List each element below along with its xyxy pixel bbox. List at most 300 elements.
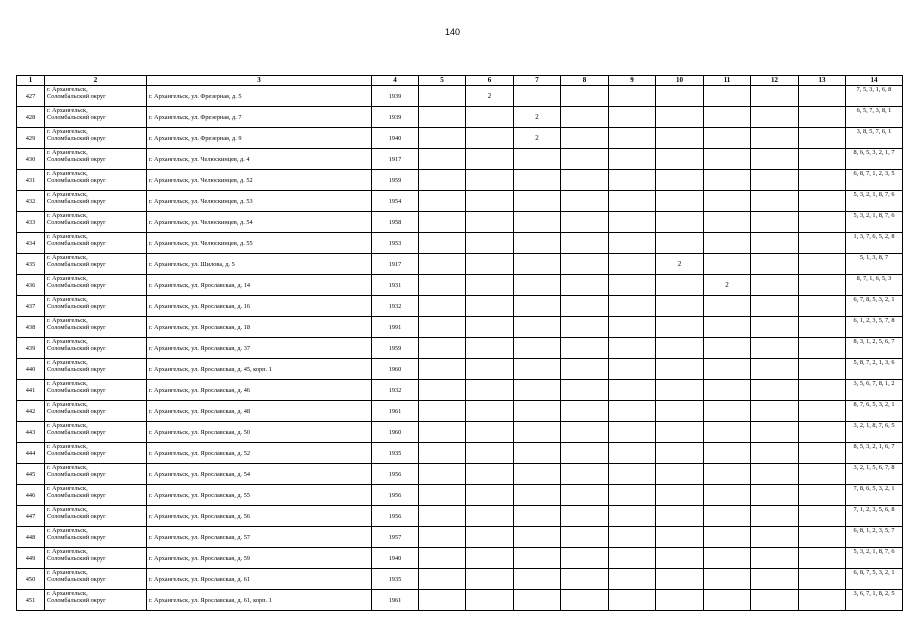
district-line: г. Архангельск, — [47, 86, 88, 93]
sequence-cell: 1, 3, 7, 6, 5, 2, 8 — [846, 233, 903, 254]
year-cell: 1960 — [372, 359, 419, 380]
value-cell — [799, 191, 846, 212]
column-header: 6 — [466, 76, 514, 86]
table-row — [17, 380, 903, 401]
sequence-cell: 3, 2, 1, 8, 7, 6, 5 — [846, 422, 903, 443]
value-cell — [799, 254, 846, 275]
value-cell — [514, 443, 561, 464]
value-cell — [419, 191, 466, 212]
sequence-cell: 8, 7, 1, 6, 5, 3 — [846, 275, 903, 296]
row-number: 450 — [17, 569, 45, 590]
sequence-cell: 8, 6, 5, 3, 2, 1, 7 — [846, 149, 903, 170]
district-cell — [45, 296, 147, 317]
district-line: Соломбальский округ — [47, 471, 106, 478]
address-cell: г. Архангельск, ул. Ярославская, д. 14 — [147, 275, 372, 296]
address-cell: г. Архангельск, ул. Ярославская, д. 37 — [147, 338, 372, 359]
value-cell — [704, 443, 751, 464]
value-cell — [799, 107, 846, 128]
sequence-cell: 5, 1, 3, 8, 7 — [846, 254, 903, 275]
district-line: г. Архангельск, — [47, 212, 88, 219]
year-cell: 1939 — [372, 86, 419, 107]
year-cell: 1932 — [372, 296, 419, 317]
district-line: Соломбальский округ — [47, 219, 106, 226]
district-line: г. Архангельск, — [47, 548, 88, 555]
district-line: г. Архангельск, — [47, 170, 88, 177]
year-cell: 1956 — [372, 464, 419, 485]
sequence-cell: 6, 1, 2, 3, 5, 7, 8 — [846, 317, 903, 338]
table-row — [17, 86, 903, 107]
value-cell — [609, 422, 656, 443]
district-line: г. Архангельск, — [47, 296, 88, 303]
value-cell — [656, 401, 704, 422]
district-cell — [45, 590, 147, 611]
address-cell: г. Архангельск, ул. Ярославская, д. 45, корп. 1 — [147, 359, 372, 380]
value-cell — [514, 359, 561, 380]
value-cell — [466, 296, 514, 317]
value-cell — [799, 401, 846, 422]
table-row — [17, 401, 903, 422]
district-line: Соломбальский округ — [47, 387, 106, 394]
value-cell — [466, 254, 514, 275]
district-cell — [45, 380, 147, 401]
value-cell — [514, 485, 561, 506]
address-cell: г. Архангельск, ул. Ярославская, д. 56 — [147, 506, 372, 527]
district-line: Соломбальский округ — [47, 240, 106, 247]
value-cell — [609, 590, 656, 611]
value-cell — [704, 380, 751, 401]
value-cell — [466, 380, 514, 401]
value-cell — [609, 548, 656, 569]
value-cell — [609, 296, 656, 317]
row-number: 438 — [17, 317, 45, 338]
value-cell — [466, 338, 514, 359]
value-cell — [419, 380, 466, 401]
district-cell — [45, 317, 147, 338]
value-cell — [419, 464, 466, 485]
value-cell — [419, 212, 466, 233]
table-row — [17, 359, 903, 380]
year-cell: 1959 — [372, 338, 419, 359]
district-line: Соломбальский округ — [47, 408, 106, 415]
value-cell — [419, 254, 466, 275]
value-cell — [799, 506, 846, 527]
district-cell — [45, 569, 147, 590]
district-cell — [45, 107, 147, 128]
value-cell: 2 — [466, 86, 514, 107]
table-row — [17, 275, 903, 296]
value-cell — [466, 485, 514, 506]
sequence-cell: 5, 3, 2, 1, 8, 7, 6 — [846, 191, 903, 212]
value-cell — [419, 275, 466, 296]
value-cell — [751, 569, 799, 590]
value-cell — [799, 380, 846, 401]
value-cell — [514, 506, 561, 527]
address-cell: г. Архангельск, ул. Ярославская, д. 61 — [147, 569, 372, 590]
value-cell — [466, 233, 514, 254]
sequence-cell: 6, 8, 7, 1, 2, 3, 5 — [846, 170, 903, 191]
column-header: 5 — [419, 76, 466, 86]
year-cell: 1956 — [372, 485, 419, 506]
sequence-cell: 7, 1, 2, 3, 5, 6, 8 — [846, 506, 903, 527]
district-line: Соломбальский округ — [47, 534, 106, 541]
column-header: 11 — [704, 76, 751, 86]
value-cell — [419, 569, 466, 590]
address-cell: г. Архангельск, ул. Челюскинцев, д. 55 — [147, 233, 372, 254]
value-cell — [751, 170, 799, 191]
district-line: г. Архангельск, — [47, 233, 88, 240]
district-line: г. Архангельск, — [47, 338, 88, 345]
year-cell: 1940 — [372, 548, 419, 569]
value-cell — [466, 191, 514, 212]
table-row — [17, 233, 903, 254]
value-cell — [561, 338, 609, 359]
row-number: 433 — [17, 212, 45, 233]
value-cell — [656, 464, 704, 485]
column-header: 12 — [751, 76, 799, 86]
district-line: Соломбальский округ — [47, 261, 106, 268]
value-cell — [751, 128, 799, 149]
value-cell — [799, 443, 846, 464]
value-cell — [656, 233, 704, 254]
column-header: 8 — [561, 76, 609, 86]
district-cell — [45, 443, 147, 464]
table-row — [17, 569, 903, 590]
district-cell — [45, 149, 147, 170]
sequence-cell: 8, 3, 1, 2, 5, 6, 7 — [846, 338, 903, 359]
value-cell — [704, 296, 751, 317]
value-cell — [609, 401, 656, 422]
value-cell — [419, 233, 466, 254]
column-header: 3 — [147, 76, 372, 86]
table-row — [17, 128, 903, 149]
table-row — [17, 317, 903, 338]
value-cell — [419, 338, 466, 359]
year-cell: 1956 — [372, 506, 419, 527]
address-cell: г. Архангельск, ул. Ярославская, д. 16 — [147, 296, 372, 317]
year-cell: 1959 — [372, 170, 419, 191]
value-cell — [799, 296, 846, 317]
district-line: г. Архангельск, — [47, 107, 88, 114]
sequence-cell: 5, 8, 7, 2, 1, 3, 6 — [846, 359, 903, 380]
value-cell — [419, 296, 466, 317]
value-cell — [514, 170, 561, 191]
row-number: 436 — [17, 275, 45, 296]
value-cell — [704, 170, 751, 191]
value-cell — [656, 590, 704, 611]
value-cell — [751, 548, 799, 569]
row-number: 427 — [17, 86, 45, 107]
value-cell — [514, 296, 561, 317]
value-cell — [799, 590, 846, 611]
district-cell — [45, 422, 147, 443]
value-cell — [751, 443, 799, 464]
sequence-cell: 6, 7, 8, 5, 3, 2, 1 — [846, 296, 903, 317]
value-cell — [751, 590, 799, 611]
value-cell — [514, 191, 561, 212]
value-cell — [561, 464, 609, 485]
table-row — [17, 506, 903, 527]
row-number: 445 — [17, 464, 45, 485]
value-cell — [609, 86, 656, 107]
district-line: г. Архангельск, — [47, 191, 88, 198]
value-cell — [561, 590, 609, 611]
address-cell: г. Архангельск, ул. Челюскинцев, д. 53 — [147, 191, 372, 212]
district-line: г. Архангельск, — [47, 422, 88, 429]
table-row — [17, 296, 903, 317]
district-line: Соломбальский округ — [47, 177, 106, 184]
value-cell — [561, 422, 609, 443]
value-cell — [609, 506, 656, 527]
value-cell — [609, 317, 656, 338]
sequence-cell: 5, 3, 2, 1, 8, 7, 6 — [846, 212, 903, 233]
value-cell — [419, 86, 466, 107]
value-cell — [799, 149, 846, 170]
value-cell — [751, 191, 799, 212]
year-cell: 1953 — [372, 233, 419, 254]
value-cell — [419, 107, 466, 128]
value-cell — [609, 380, 656, 401]
address-cell: г. Архангельск, ул. Ярославская, д. 57 — [147, 527, 372, 548]
value-cell — [799, 527, 846, 548]
value-cell — [466, 107, 514, 128]
value-cell — [419, 317, 466, 338]
table-row — [17, 107, 903, 128]
value-cell: 2 — [656, 254, 704, 275]
district-line: Соломбальский округ — [47, 492, 106, 499]
sequence-cell: 7, 8, 6, 5, 3, 2, 1 — [846, 485, 903, 506]
value-cell — [751, 338, 799, 359]
value-cell — [419, 359, 466, 380]
value-cell — [419, 128, 466, 149]
district-line: Соломбальский округ — [47, 282, 106, 289]
column-header: 14 — [846, 76, 903, 86]
district-line: г. Архангельск, — [47, 275, 88, 282]
value-cell — [466, 317, 514, 338]
table-body — [17, 86, 903, 611]
value-cell — [514, 212, 561, 233]
address-cell: г. Архангельск, ул. Ярославская, д. 59 — [147, 548, 372, 569]
district-line: г. Архангельск, — [47, 569, 88, 576]
year-cell: 1932 — [372, 380, 419, 401]
value-cell — [799, 170, 846, 191]
year-cell: 1917 — [372, 149, 419, 170]
value-cell — [751, 359, 799, 380]
value-cell — [419, 422, 466, 443]
district-line: г. Архангельск, — [47, 380, 88, 387]
district-cell — [45, 401, 147, 422]
row-number: 451 — [17, 590, 45, 611]
value-cell: 2 — [514, 128, 561, 149]
housing-schedule-table — [16, 75, 903, 611]
value-cell — [656, 380, 704, 401]
value-cell — [751, 275, 799, 296]
value-cell — [561, 443, 609, 464]
district-line: г. Архангельск, — [47, 464, 88, 471]
value-cell — [609, 254, 656, 275]
value-cell — [419, 590, 466, 611]
table-row — [17, 485, 903, 506]
value-cell — [799, 485, 846, 506]
value-cell — [704, 86, 751, 107]
value-cell — [561, 128, 609, 149]
value-cell — [514, 380, 561, 401]
value-cell — [656, 191, 704, 212]
value-cell — [799, 212, 846, 233]
value-cell — [656, 128, 704, 149]
value-cell — [704, 233, 751, 254]
value-cell — [656, 212, 704, 233]
value-cell — [751, 254, 799, 275]
table-row — [17, 443, 903, 464]
value-cell — [561, 86, 609, 107]
value-cell — [704, 149, 751, 170]
value-cell — [466, 443, 514, 464]
district-line: г. Архангельск, — [47, 590, 88, 597]
value-cell — [561, 380, 609, 401]
value-cell — [466, 464, 514, 485]
district-line: Соломбальский округ — [47, 93, 106, 100]
value-cell — [704, 422, 751, 443]
value-cell — [419, 401, 466, 422]
row-number: 430 — [17, 149, 45, 170]
row-number: 442 — [17, 401, 45, 422]
value-cell — [751, 107, 799, 128]
district-cell — [45, 233, 147, 254]
value-cell — [561, 107, 609, 128]
column-header: 7 — [514, 76, 561, 86]
value-cell — [466, 275, 514, 296]
value-cell — [514, 149, 561, 170]
table-row — [17, 464, 903, 485]
district-cell — [45, 359, 147, 380]
value-cell — [656, 485, 704, 506]
row-number: 440 — [17, 359, 45, 380]
value-cell — [751, 464, 799, 485]
value-cell — [561, 359, 609, 380]
sequence-cell: 6, 5, 7, 3, 8, 1 — [846, 107, 903, 128]
district-line: Соломбальский округ — [47, 555, 106, 562]
value-cell — [514, 233, 561, 254]
table-row — [17, 149, 903, 170]
district-cell — [45, 506, 147, 527]
address-cell: г. Архангельск, ул. Ярославская, д. 18 — [147, 317, 372, 338]
district-line: г. Архангельск, — [47, 317, 88, 324]
value-cell — [656, 296, 704, 317]
row-number: 435 — [17, 254, 45, 275]
value-cell — [514, 527, 561, 548]
value-cell — [656, 170, 704, 191]
value-cell — [561, 191, 609, 212]
value-cell — [466, 569, 514, 590]
value-cell — [799, 422, 846, 443]
district-cell — [45, 191, 147, 212]
row-number: 448 — [17, 527, 45, 548]
value-cell — [419, 485, 466, 506]
value-cell — [561, 527, 609, 548]
sequence-cell: 8, 7, 6, 5, 3, 2, 1 — [846, 401, 903, 422]
value-cell — [466, 212, 514, 233]
sequence-cell: 3, 5, 6, 7, 8, 1, 2 — [846, 380, 903, 401]
value-cell — [799, 128, 846, 149]
value-cell — [704, 191, 751, 212]
value-cell — [466, 170, 514, 191]
value-cell — [609, 233, 656, 254]
value-cell — [514, 254, 561, 275]
district-line: Соломбальский округ — [47, 597, 106, 604]
value-cell — [514, 548, 561, 569]
district-line: Соломбальский округ — [47, 429, 106, 436]
district-line: г. Архангельск, — [47, 359, 88, 366]
value-cell — [561, 485, 609, 506]
district-cell — [45, 548, 147, 569]
row-number: 444 — [17, 443, 45, 464]
value-cell — [751, 149, 799, 170]
value-cell: 2 — [514, 107, 561, 128]
value-cell — [799, 569, 846, 590]
district-line: Соломбальский округ — [47, 345, 106, 352]
value-cell — [751, 506, 799, 527]
value-cell — [609, 443, 656, 464]
year-cell: 1961 — [372, 590, 419, 611]
value-cell — [514, 590, 561, 611]
value-cell — [799, 338, 846, 359]
value-cell — [466, 401, 514, 422]
value-cell — [609, 485, 656, 506]
value-cell — [419, 170, 466, 191]
value-cell — [799, 233, 846, 254]
district-line: г. Архангельск, — [47, 149, 88, 156]
district-cell — [45, 254, 147, 275]
address-cell: г. Архангельск, ул. Фрезерная, д. 5 — [147, 86, 372, 107]
district-line: г. Архангельск, — [47, 506, 88, 513]
year-cell: 1917 — [372, 254, 419, 275]
table-row — [17, 170, 903, 191]
value-cell — [609, 128, 656, 149]
district-line: Соломбальский округ — [47, 576, 106, 583]
value-cell — [656, 275, 704, 296]
table-row — [17, 590, 903, 611]
row-number: 434 — [17, 233, 45, 254]
row-number: 428 — [17, 107, 45, 128]
value-cell — [466, 590, 514, 611]
value-cell — [514, 275, 561, 296]
value-cell — [704, 317, 751, 338]
value-cell — [656, 317, 704, 338]
value-cell — [656, 149, 704, 170]
year-cell: 1961 — [372, 401, 419, 422]
value-cell — [704, 338, 751, 359]
value-cell — [704, 107, 751, 128]
value-cell — [704, 254, 751, 275]
sequence-cell: 6, 8, 1, 2, 3, 5, 7 — [846, 527, 903, 548]
value-cell — [561, 548, 609, 569]
table-row — [17, 254, 903, 275]
value-cell — [466, 548, 514, 569]
value-cell — [514, 86, 561, 107]
address-cell: г. Архангельск, ул. Ярославская, д. 48 — [147, 401, 372, 422]
row-number: 437 — [17, 296, 45, 317]
district-line: г. Архангельск, — [47, 443, 88, 450]
value-cell — [704, 548, 751, 569]
value-cell — [751, 296, 799, 317]
value-cell — [656, 107, 704, 128]
row-number: 449 — [17, 548, 45, 569]
value-cell — [656, 86, 704, 107]
district-line: Соломбальский округ — [47, 303, 106, 310]
value-cell — [514, 422, 561, 443]
value-cell — [466, 506, 514, 527]
value-cell — [704, 569, 751, 590]
